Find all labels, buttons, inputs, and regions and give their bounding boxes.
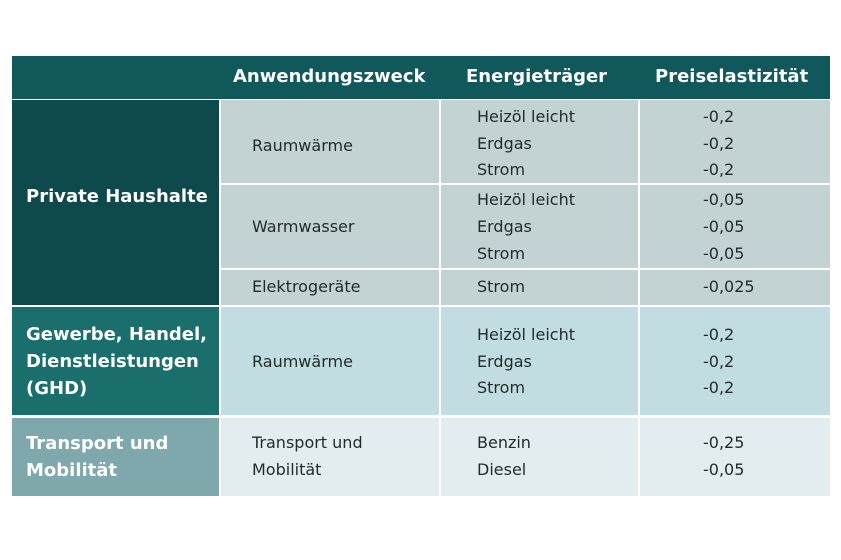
carrier-cell: Erdgas <box>477 217 532 236</box>
elasticity-cell: -0,2 <box>703 325 735 344</box>
purpose-cell: Elektrogeräte <box>252 277 361 296</box>
header-price-elasticity: Preiselastizität <box>655 66 809 87</box>
carrier-cell: Strom <box>477 378 526 397</box>
purpose-cell: Raumwärme <box>252 136 353 155</box>
carrier-cell: Strom <box>477 160 526 179</box>
elasticity-cell: -0,25 <box>703 433 745 452</box>
purpose-cell: Warmwasser <box>252 217 355 236</box>
carrier-cell: Heizöl leicht <box>477 190 575 209</box>
header-purpose: Anwendungszweck <box>233 66 426 87</box>
carrier-cell: Erdgas <box>477 352 532 371</box>
sector-label-transport: Transport und Mobilität <box>26 433 169 481</box>
elasticity-cell: -0,025 <box>703 277 755 296</box>
row-divider <box>221 268 830 270</box>
carrier-cell: Heizöl leicht <box>477 325 575 344</box>
carrier-cell: Diesel <box>477 460 527 479</box>
carrier-cell: Benzin <box>477 433 531 452</box>
carrier-cell: Strom <box>477 277 526 296</box>
elasticity-cell: -0,2 <box>703 160 735 179</box>
elasticity-cell: -0,05 <box>703 190 745 209</box>
elasticity-cell: -0,05 <box>703 217 745 236</box>
elasticity-cell: -0,05 <box>703 460 745 479</box>
elasticity-cell: -0,2 <box>703 134 735 153</box>
header-energy-carrier: Energieträger <box>466 66 608 87</box>
purpose-cell: Raumwärme <box>252 352 353 371</box>
row-divider <box>221 183 830 185</box>
elasticity-cell: -0,2 <box>703 378 735 397</box>
elasticity-cell: -0,2 <box>703 352 735 371</box>
purpose-cell: Transport und Mobilität <box>252 433 363 479</box>
elasticity-cell: -0,05 <box>703 244 745 263</box>
carrier-cell: Heizöl leicht <box>477 107 575 126</box>
column-divider <box>439 100 441 496</box>
sector-label-private-households: Private Haushalte <box>26 186 208 207</box>
carrier-cell: Erdgas <box>477 134 532 153</box>
carrier-cell: Strom <box>477 244 526 263</box>
column-divider <box>638 100 640 496</box>
elasticity-cell: -0,2 <box>703 107 735 126</box>
sector-label-ghd: Gewerbe, Handel, Dienstleistungen (GHD) <box>26 324 208 399</box>
